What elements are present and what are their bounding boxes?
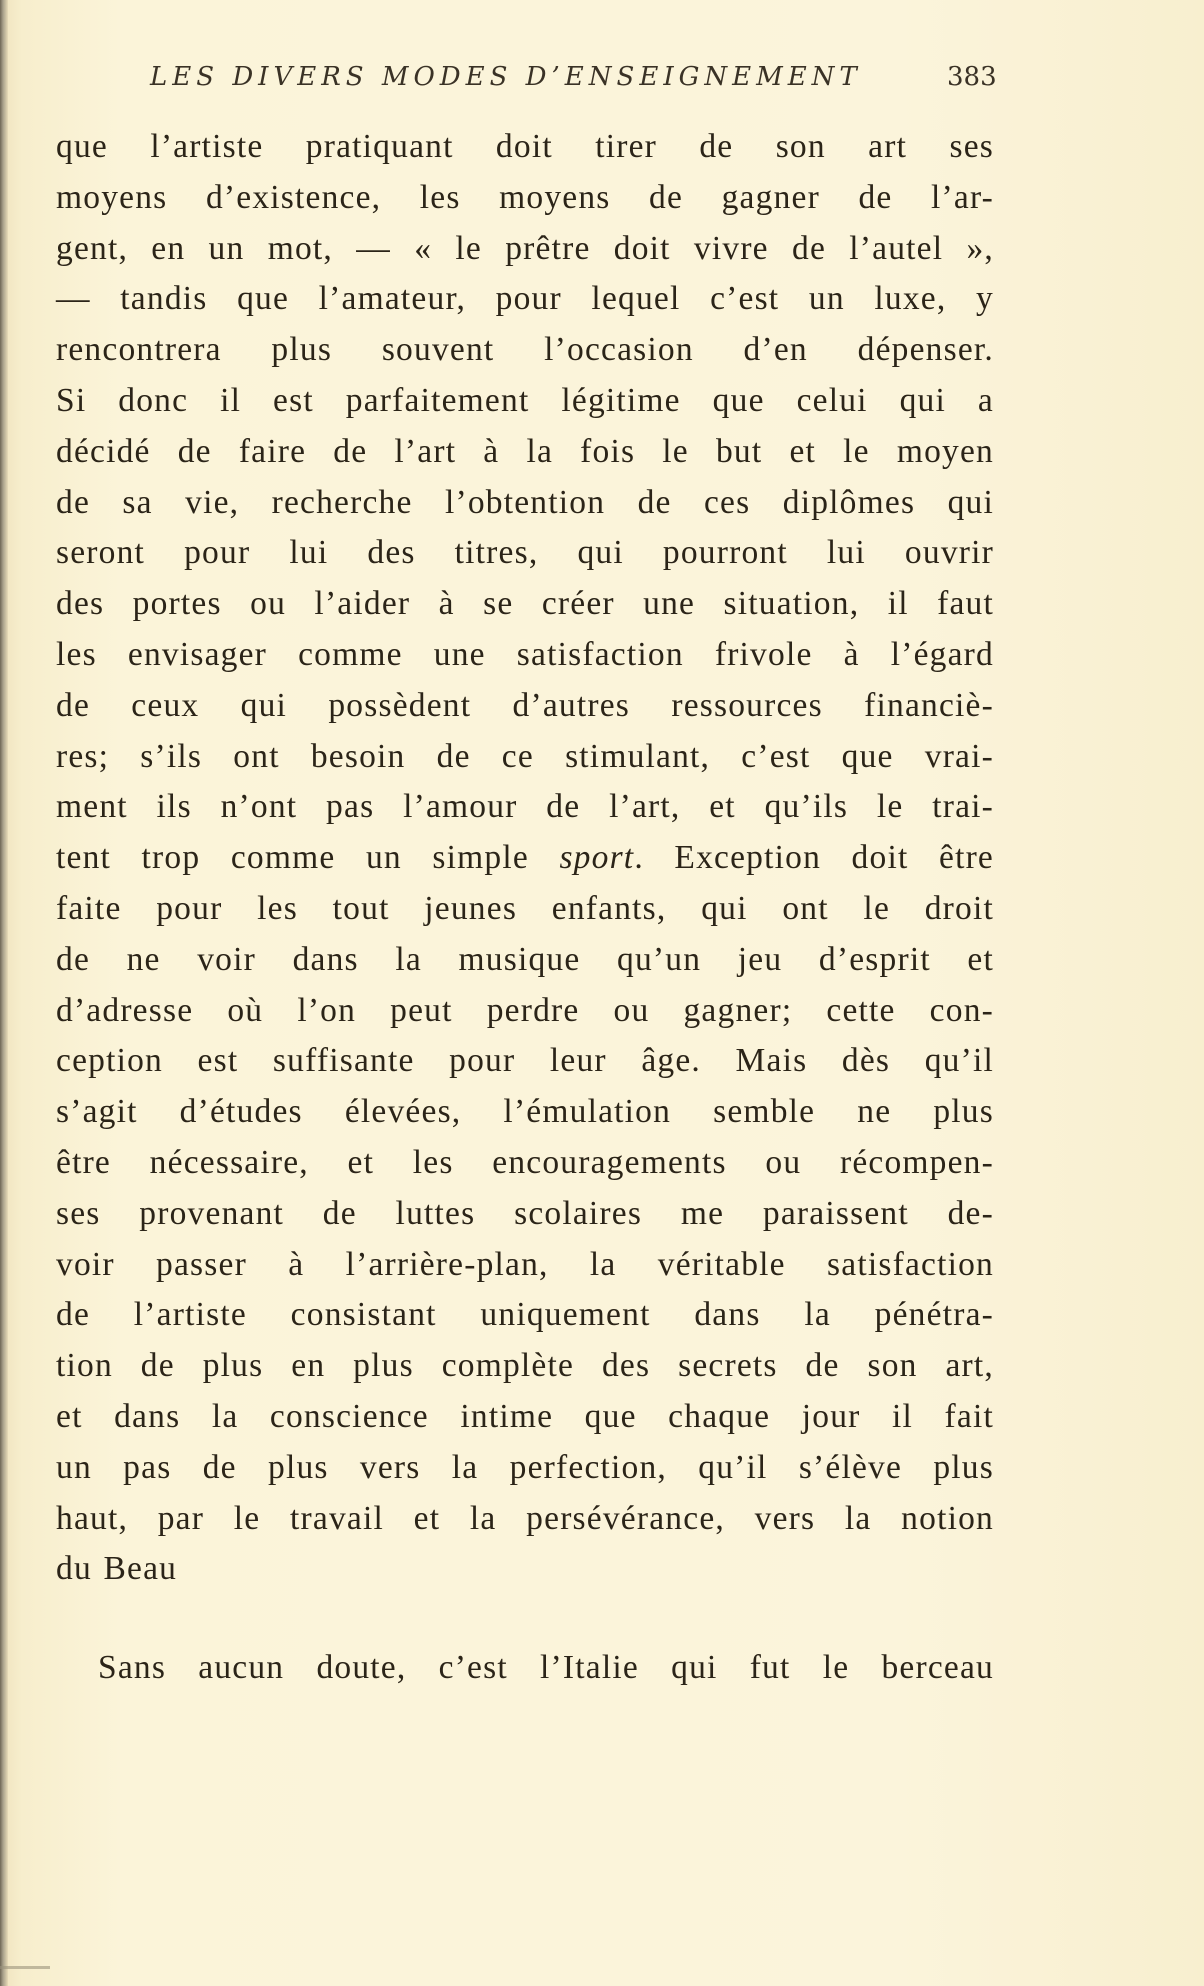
page-bottom-mark bbox=[0, 1966, 50, 1969]
text-line: un pas de plus vers la perfection, qu’il s’élève plus bbox=[56, 1448, 994, 1486]
text-line: voir passer à l’arrière-plan, la véritable satisfaction bbox=[56, 1245, 994, 1283]
text-line: que l’artiste pratiquant doit tirer de son art ses bbox=[56, 128, 994, 165]
text-line: res; s’ils ont besoin de ce stimulant, c’est que vrai- bbox=[56, 737, 994, 775]
text-line: s’agit d’études élevées, l’émulation semble ne plus bbox=[56, 1093, 994, 1131]
text-line: de sa vie, recherche l’obtention de ces diplômes qui bbox=[56, 483, 994, 521]
text-line: Sans aucun doute, c’est l’Italie qui fut le berceau bbox=[98, 1649, 994, 1686]
italic-word: sport bbox=[559, 839, 635, 877]
text-line: décidé de faire de l’art à la fois le but et le moyen bbox=[56, 432, 994, 470]
text-line: tent trop comme un simple sport. Exception doit être bbox=[56, 839, 994, 877]
text-line: de ne voir dans la musique qu’un jeu d’esprit et bbox=[56, 940, 994, 978]
text-line: faite pour les tout jeunes enfants, qui ont le droit bbox=[56, 889, 994, 927]
text-line: ment ils n’ont pas l’amour de l’art, et qu’ils le trai- bbox=[56, 788, 994, 826]
text-line: — tandis que l’amateur, pour lequel c’est un luxe, y bbox=[56, 280, 994, 318]
text-line: ception est suffisante pour leur âge. Mais dès qu’il bbox=[56, 1042, 994, 1080]
running-head-title: LES DIVERS MODES D’ENSEIGNEMENT bbox=[150, 62, 862, 92]
text-line: Si donc il est parfaitement légitime que celui qui a bbox=[56, 381, 994, 419]
paragraph-2 bbox=[56, 1643, 994, 1694]
text-line: haut, par le travail et la persévérance, vers la notion bbox=[56, 1499, 994, 1537]
text-line: d’adresse où l’on peut perdre ou gagner; cette con- bbox=[56, 991, 994, 1029]
text-line: les envisager comme une satisfaction frivole à l’égard bbox=[56, 635, 994, 673]
text-line: gent, en un mot, — « le prêtre doit vivre de l’autel », bbox=[56, 229, 994, 267]
text-line: rencontrera plus souvent l’occasion d’en dépenser. bbox=[56, 331, 994, 369]
text-line: seront pour lui des titres, qui pourront lui ouvrir bbox=[56, 534, 994, 572]
paragraph-1 bbox=[56, 122, 994, 1595]
text-line: de ceux qui possèdent d’autres ressources financiè- bbox=[56, 686, 994, 724]
text-line: tion de plus en plus complète des secrets de son art, bbox=[56, 1347, 994, 1385]
text-line: des portes ou l’aider à se créer une situation, il faut bbox=[56, 585, 994, 623]
text-line: ses provenant de luttes scolaires me paraissent de- bbox=[56, 1194, 994, 1232]
page-gutter-edge bbox=[0, 0, 8, 1986]
text-line: et dans la conscience intime que chaque jour il fait bbox=[56, 1397, 994, 1435]
text-line: de l’artiste consistant uniquement dans la pénétra- bbox=[56, 1296, 994, 1334]
page-number: 383 bbox=[947, 62, 997, 92]
text-line: du Beau bbox=[56, 1550, 178, 1588]
text-line: moyens d’existence, les moyens de gagner de l’ar- bbox=[56, 178, 994, 216]
text-line: être nécessaire, et les encouragements ou récompen- bbox=[56, 1143, 994, 1181]
